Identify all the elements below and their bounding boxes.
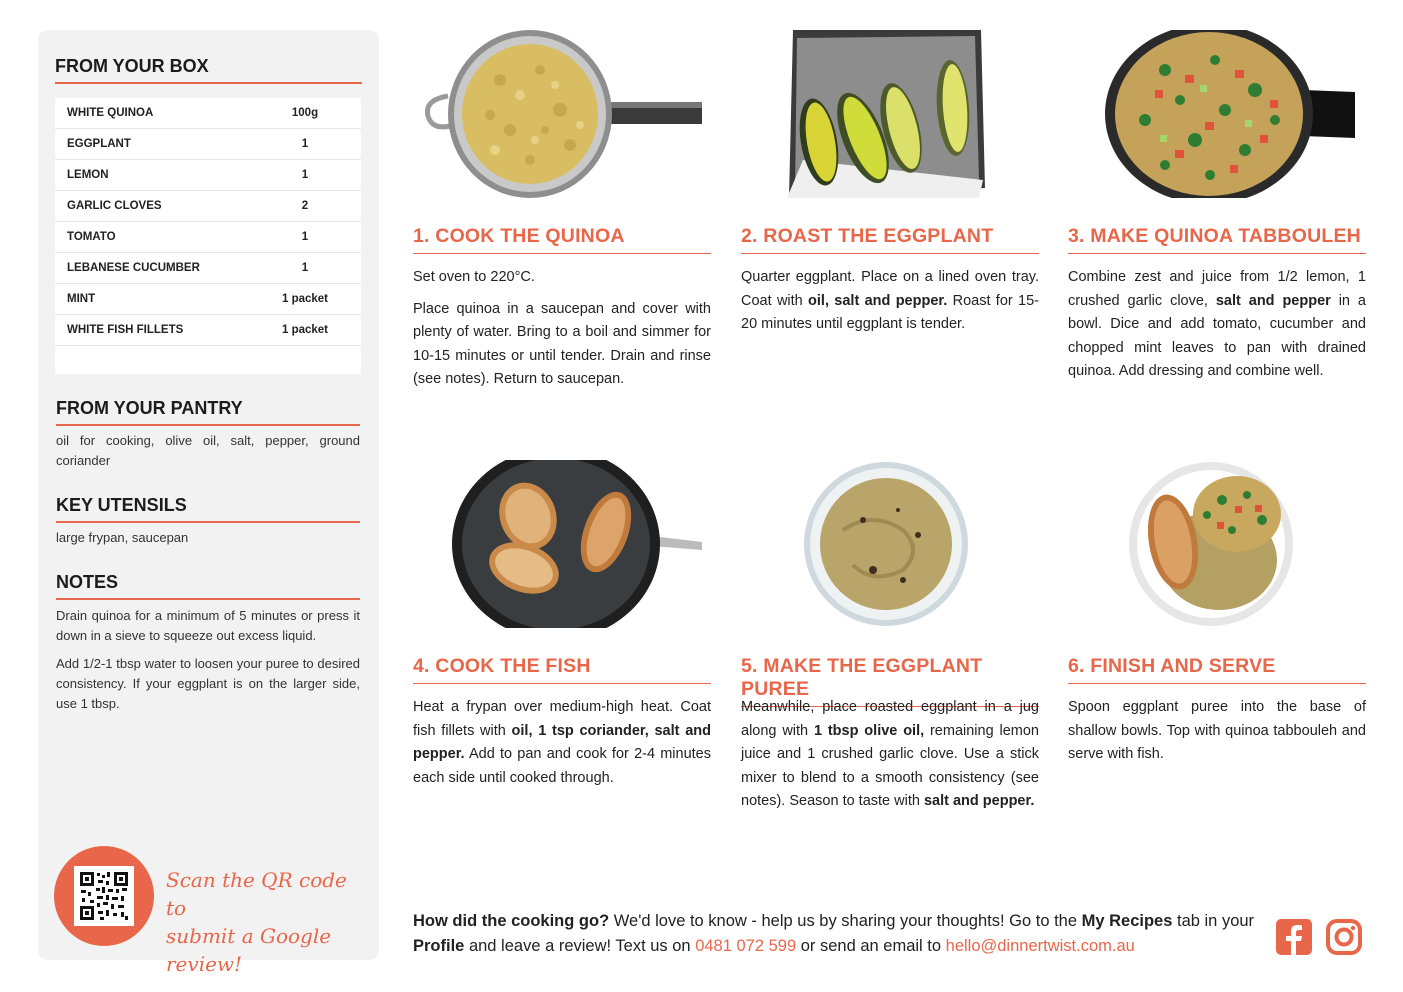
step-4-bold-1: oil, 1 tsp coriander, salt and pepper.	[413, 722, 711, 762]
step-1-title: 1. COOK THE QUINOA	[413, 225, 711, 254]
ingredient-name: LEMON	[67, 169, 109, 181]
phone-number-link[interactable]: 0481 072 599	[695, 937, 797, 955]
eggplant-puree-bowl-photo	[803, 460, 969, 628]
step-3-body	[1068, 266, 1366, 384]
ingredient-quantity: 1	[301, 231, 309, 243]
footer-text-4: or send an email to	[796, 937, 946, 955]
step-4-text-1: Heat a frypan over medium-high heat. Coat fish fillets with	[413, 699, 711, 739]
from-your-box-heading: FROM YOUR BOX	[55, 56, 362, 84]
step-3-bold-1: salt and pepper	[1215, 292, 1331, 309]
fish-frypan-photo	[452, 460, 702, 628]
tabbouleh-pan-photo	[1105, 30, 1357, 198]
ingredient-name: EGGPLANT	[67, 138, 131, 150]
ingredients-table	[55, 98, 361, 374]
qr-code-badge[interactable]	[54, 846, 154, 946]
qr-code-icon[interactable]	[74, 866, 134, 926]
ingredient-row	[55, 98, 361, 129]
ingredient-row	[55, 315, 361, 346]
qr-tagline-line-1: Scan the QR code to	[166, 868, 347, 920]
step-3-text-2: in a bowl. Dice and add tomato, cucumber and chopped mint leaves to pan with drained quinoa. Add dressing and combine well.	[1068, 292, 1366, 379]
finished-dish-photo	[1127, 460, 1295, 628]
email-link[interactable]: hello@dinnertwist.com.au	[945, 937, 1135, 955]
ingredient-name: TOMATO	[67, 231, 116, 243]
ingredient-row	[55, 222, 361, 253]
ingredient-quantity: 1	[301, 262, 309, 274]
qr-tagline	[166, 866, 366, 978]
footer-profile: Profile	[413, 937, 465, 955]
step-6-text-1: Spoon eggplant puree into the base of shallow bowls. Top with quinoa tabbouleh and serve with fish.	[1068, 699, 1366, 762]
step-5-text-2: remaining lemon juice and 1 crushed garlic clove. Use a stick mixer to blend to a smooth consistency (see notes). Season to taste with	[741, 722, 1039, 809]
ingredient-row	[55, 129, 361, 160]
pantry-text: oil for cooking, olive oil, salt, pepper, ground coriander	[56, 433, 360, 468]
ingredient-name: WHITE QUINOA	[67, 107, 154, 119]
footer-question: How did the cooking go?	[413, 912, 610, 930]
ingredient-quantity: 100g	[291, 107, 319, 119]
step-5-title: 5. MAKE THE EGGPLANT PUREE	[741, 655, 1039, 707]
notes-paragraph-2: Add 1/2-1 tbsp water to loosen your puree to desired consistency. If your eggplant is on the larger side, use 1 tbsp.	[56, 656, 360, 711]
ingredient-row	[55, 160, 361, 191]
step-5-text-1: Meanwhile, place roasted eggplant in a jug along with	[741, 699, 1039, 739]
instagram-icon[interactable]	[1325, 918, 1363, 956]
step-4-text-2: Add to pan and cook for 2-4 minutes each side until cooked through.	[413, 746, 711, 786]
ingredient-row	[55, 191, 361, 222]
quinoa-saucepan-photo	[420, 30, 702, 198]
footer-my-recipes: My Recipes	[1081, 912, 1173, 930]
footer-text-3: and leave a review! Text us on	[464, 937, 696, 955]
review-request-text	[413, 909, 1263, 959]
sidebar	[38, 30, 379, 976]
step-3-title: 3. MAKE QUINOA TABBOULEH	[1068, 225, 1366, 254]
step-1-paragraph-2: Place quinoa in a saucepan and cover with plenty of water. Bring to a boil and simmer for 10-15 minutes or until tender. Drain and rinse (see notes). Return to saucepan.	[413, 300, 711, 387]
step-4-title: 4. COOK THE FISH	[413, 655, 711, 684]
footer-text-1: We'd love to know - help us by sharing your thoughts! Go to the	[609, 912, 1082, 930]
notes-paragraph-1: Drain quinoa for a minimum of 5 minutes or press it down in a sieve to squeeze out excess liquid.	[56, 608, 360, 643]
step-5-body	[741, 696, 1039, 814]
step-2-title: 2. ROAST THE EGGPLANT	[741, 225, 1039, 254]
ingredient-quantity: 1	[301, 169, 309, 181]
ingredient-row	[55, 284, 361, 315]
step-2-body	[741, 266, 1039, 337]
step-5-bold-1: 1 tbsp olive oil,	[813, 722, 925, 739]
step-6-body	[1068, 696, 1366, 767]
utensils-text: large frypan, saucepan	[56, 530, 189, 545]
step-2-text-1: Quarter eggplant. Place on a lined oven tray. Coat with	[741, 269, 1039, 309]
step-6-title: 6. FINISH AND SERVE	[1068, 655, 1366, 684]
ingredient-name: GARLIC CLOVES	[67, 200, 162, 212]
ingredient-name: MINT	[67, 293, 96, 305]
step-3-text-1: Combine zest and juice from 1/2 lemon, 1 crushed garlic clove,	[1068, 269, 1366, 309]
facebook-icon[interactable]	[1275, 918, 1313, 956]
step-4-body	[413, 696, 711, 790]
ingredient-name: LEBANESE CUCUMBER	[67, 262, 200, 274]
from-your-pantry-heading: FROM YOUR PANTRY	[56, 398, 360, 426]
ingredient-quantity: 2	[301, 200, 309, 212]
roast-eggplant-tray-photo	[783, 30, 985, 198]
ingredient-quantity: 1 packet	[281, 293, 329, 305]
footer-text-2: tab in your	[1172, 912, 1255, 930]
notes-heading: NOTES	[56, 572, 360, 600]
ingredient-quantity: 1 packet	[281, 324, 329, 336]
ingredient-row	[55, 253, 361, 284]
ingredient-name: WHITE FISH FILLETS	[67, 324, 184, 336]
qr-tagline-line-2: submit a Google review!	[166, 924, 332, 976]
step-5-bold-2: salt and pepper.	[923, 793, 1035, 809]
ingredient-quantity: 1	[301, 138, 309, 150]
key-utensils-heading: KEY UTENSILS	[56, 495, 360, 523]
step-2-text-2: Roast for 15-20 minutes until eggplant is tender.	[741, 292, 1039, 332]
step-1-body	[413, 266, 711, 400]
step-2-bold-1: oil, salt and pepper.	[808, 292, 948, 309]
step-1-paragraph-1: Set oven to 220°C.	[413, 269, 535, 285]
